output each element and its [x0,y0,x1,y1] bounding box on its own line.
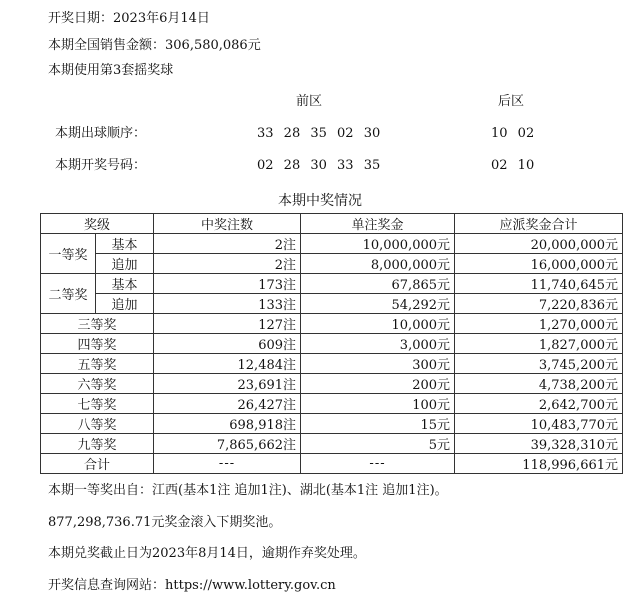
winning-numbers-label: 本期开奖号码： [55,158,147,173]
unit-cell: 10,000,000元 [301,234,455,254]
count-cell: 133注 [154,294,301,314]
total-cell: 11,740,645元 [455,274,623,294]
count-cell: 26,427注 [154,394,301,414]
table-row [41,394,623,414]
count-cell: 2注 [154,234,301,254]
count-cell: 609注 [154,334,301,354]
level-cell: 九等奖 [41,434,154,454]
level-cell: 七等奖 [41,394,154,414]
level-cell: 六等奖 [41,374,154,394]
jackpot-rollover-note: 877,298,736.71元奖金滚入下期奖池。 [48,515,282,530]
draw-order-back-numbers: 10 02 [491,126,535,141]
level-cell: 四等奖 [41,334,154,354]
count-cell: 698,918注 [154,414,301,434]
table-row [41,234,623,254]
level-cell: 三等奖 [41,314,154,334]
first-prize-label: 一等奖 [41,234,96,274]
unit-cell: 15元 [301,414,455,434]
unit-cell: 200元 [301,374,455,394]
draw-order-label: 本期出球顺序： [55,126,147,141]
count-cell: 173注 [154,274,301,294]
table-row [41,434,623,454]
table-sum-row [41,454,623,474]
sum-total: 118,996,661元 [455,454,623,474]
sum-label: 合计 [41,454,154,474]
total-cell: 39,328,310元 [455,434,623,454]
draw-order-front-numbers: 33 28 35 02 30 [257,126,381,141]
sub-label: 追加 [96,294,154,314]
front-zone-header: 前区 [296,94,323,109]
ball-set-info: 本期使用第3套摇奖球 [48,63,174,78]
draw-date: 开奖日期：2023年6月14日 [48,11,210,26]
table-row [41,274,623,294]
query-website-note: 开奖信息查询网站：https://www.lottery.gov.cn [48,578,336,593]
unit-cell: 5元 [301,434,455,454]
total-cell: 2,642,700元 [455,394,623,414]
count-cell: 2注 [154,254,301,274]
sub-label: 基本 [96,234,154,254]
header-level: 奖级 [41,214,154,234]
header-total-prize: 应派奖金合计 [455,214,623,234]
prize-table [40,213,623,474]
table-header-row [41,214,623,234]
total-cell: 3,745,200元 [455,354,623,374]
unit-cell: 10,000元 [301,314,455,334]
sum-unit: --- [301,454,455,474]
winning-back-numbers: 02 10 [491,158,535,173]
sum-count: --- [154,454,301,474]
winning-front-numbers: 02 28 30 33 35 [257,158,381,173]
total-cell: 1,827,000元 [455,334,623,354]
level-cell: 五等奖 [41,354,154,374]
header-unit-prize: 单注奖金 [301,214,455,234]
total-cell: 1,270,000元 [455,314,623,334]
header-count: 中奖注数 [154,214,301,234]
prize-table-title: 本期中奖情况 [278,193,362,209]
table-row [41,334,623,354]
sub-label: 基本 [96,274,154,294]
table-row [41,254,623,274]
count-cell: 7,865,662注 [154,434,301,454]
first-prize-origin-note: 本期一等奖出自：江西(基本1注 追加1注)、湖北(基本1注 追加1注)。 [48,483,448,498]
total-cell: 20,000,000元 [455,234,623,254]
claim-deadline-note: 本期兑奖截止日为2023年8月14日，逾期作弃奖处理。 [48,546,366,561]
table-row [41,314,623,334]
total-cell: 4,738,200元 [455,374,623,394]
unit-cell: 8,000,000元 [301,254,455,274]
total-cell: 10,483,770元 [455,414,623,434]
unit-cell: 54,292元 [301,294,455,314]
unit-cell: 3,000元 [301,334,455,354]
total-cell: 16,000,000元 [455,254,623,274]
sub-label: 追加 [96,254,154,274]
count-cell: 127注 [154,314,301,334]
count-cell: 23,691注 [154,374,301,394]
table-row [41,294,623,314]
count-cell: 12,484注 [154,354,301,374]
second-prize-label: 二等奖 [41,274,96,314]
unit-cell: 100元 [301,394,455,414]
sales-amount: 本期全国销售金额：306,580,086元 [48,38,261,53]
table-row [41,374,623,394]
unit-cell: 67,865元 [301,274,455,294]
total-cell: 7,220,836元 [455,294,623,314]
back-zone-header: 后区 [498,94,525,109]
unit-cell: 300元 [301,354,455,374]
table-row [41,354,623,374]
level-cell: 八等奖 [41,414,154,434]
table-row [41,414,623,434]
